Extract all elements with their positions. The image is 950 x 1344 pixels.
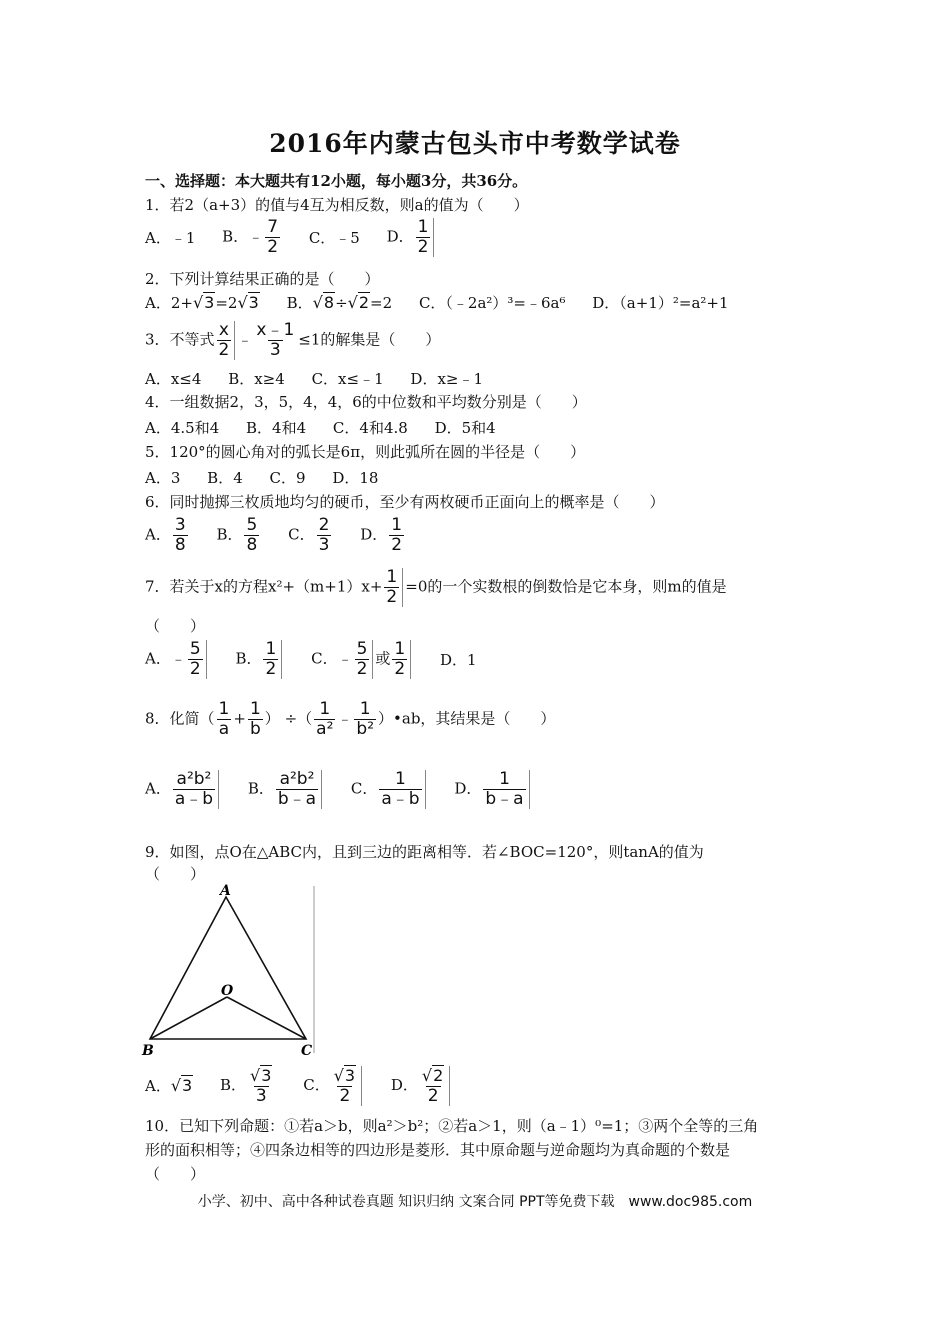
q3-options — [145, 367, 505, 390]
q9-option-d: D． $\frac{√2}{2}$ — [391, 1066, 452, 1106]
q3-option-b: B．x≥4 — [228, 370, 285, 388]
q4-option-d: D．5和4 — [434, 419, 496, 437]
q1-option-b: B．﹣ $\frac{7}{2}$ — [222, 217, 279, 257]
q6-options — [145, 516, 428, 555]
q4-option-c: C．4和4.8 — [332, 419, 408, 437]
q2-option-d: D．（a+1）²=a²+1 — [592, 294, 729, 312]
q5-option-a: A．3 — [145, 469, 181, 487]
q8-option-d: D． $\frac{1}{b﹣a}$ — [454, 770, 531, 809]
q7-option-b: B． $\frac{1}{2}$ — [235, 640, 284, 679]
q10-line-2: 形的面积相等；④四条边相等的四边形是菱形．其中原命题与逆命题均为真命题的个数是 — [145, 1141, 731, 1159]
q8-option-a: A． $\frac{\text{a²b²}}{a﹣b}$ — [145, 770, 221, 809]
q2-option-b: B．√8÷√2=2 — [286, 293, 393, 312]
page-title: 2016年内蒙古包头市中考数学试卷 — [269, 129, 681, 158]
label-c: C — [301, 1043, 313, 1059]
q2-option-a: A．2+√3=2√3 — [145, 293, 259, 312]
q1-option-d: D． $\frac{1}{2}$ — [387, 218, 437, 257]
q7-options — [145, 640, 499, 679]
label-o: O — [221, 983, 234, 999]
q9-paren: （ ） — [145, 865, 206, 883]
q9-stem: 9．如图，点O在△ABC内，且到三边的距离相等．若∠BOC=120°，则tanA的值为 — [145, 843, 704, 861]
q9-option-a: A．√3 — [145, 1076, 193, 1095]
q1-stem: 1．若2（a+3）的值与4互为相反数，则a的值为（ ） — [145, 196, 529, 214]
q4-options — [145, 416, 518, 439]
q9-option-b: B． $\frac{√3}{3}$ — [220, 1066, 272, 1106]
q7-option-d: D．1 — [440, 650, 477, 669]
q8-options — [145, 770, 554, 809]
q1-option-c: C．﹣5 — [308, 228, 360, 247]
label-a: A — [220, 883, 231, 899]
q7-option-a: A．﹣ $\frac{5}{2}$ — [145, 640, 209, 679]
q3-stem: 3．不等式 $\frac{x}{2}$ ﹣ $\frac{x﹣1}{3}$ ≤1的解集是（ ） — [145, 320, 441, 360]
q6-option-d: D． $\frac{1}{2}$ — [360, 515, 403, 555]
q5-option-b: B．4 — [207, 469, 243, 487]
triangle-figure — [140, 883, 320, 1061]
label-b: B — [142, 1043, 154, 1059]
q8-stem: 8．化简（ $\frac{1}{a}$ + $\frac{1}{b}$ ） ÷（ $\frac{1}{\text{a²}}$ ﹣ $\frac{1}{\text{b²}}$ ）•ab，其结果是（ ） — [145, 699, 556, 739]
q1-option-a: A．﹣1 — [145, 228, 196, 247]
q2-options — [145, 291, 751, 314]
q5-option-d: D．18 — [332, 469, 379, 487]
q4-stem: 4．一组数据2，3，5，4，4，6的中位数和平均数分别是（ ） — [145, 393, 587, 411]
q6-option-a: A． $\frac{3}{8}$ — [145, 515, 186, 555]
q1-options — [145, 218, 458, 257]
q4-option-a: A．4.5和4 — [145, 419, 220, 437]
q3-option-c: C．x≤﹣1 — [311, 370, 384, 388]
q9-options — [145, 1066, 474, 1106]
q2-option-c: C．（﹣2a²）³=﹣6a⁶ — [418, 294, 566, 312]
q5-stem: 5．120°的圆心角对的弧长是6π，则此弧所在圆的半径是（ ） — [145, 443, 586, 461]
q10-line-1: 10．已知下列命题：①若a＞b，则a²＞b²；②若a＞1，则（a﹣1）⁰=1；③两个全等的三角 — [145, 1117, 759, 1135]
section-heading: 一、选择题：本大题共有12小题，每小题3分，共36分。 — [145, 172, 528, 190]
page-footer: 小学、初中、高中各种试卷真题 知识归纳 文案合同 PPT等免费下载 www.doc985.com — [197, 1194, 753, 1210]
q2-stem: 2．下列计算结果正确的是（ ） — [145, 270, 380, 288]
q5-options — [145, 466, 400, 489]
q7-paren: （ ） — [145, 617, 206, 635]
q6-stem: 6．同时抛掷三枚质地均匀的硬币，至少有两枚硬币正面向上的概率是（ ） — [145, 493, 665, 511]
q7-option-c: C．﹣ $\frac{5}{2}$ 或 $\frac{1}{2}$ — [311, 640, 413, 679]
q8-option-b: B． $\frac{\text{a²b²}}{b﹣a}$ — [248, 770, 324, 809]
q9-option-c: C． $\frac{√3}{2}$ — [303, 1066, 364, 1106]
q7-stem: 7．若关于x的方程x²+（m+1）x+ $\frac{1}{2}$ =0的一个实数根的倒数恰是它本身，则m的值是 — [145, 567, 727, 607]
q5-option-c: C．9 — [269, 469, 306, 487]
q4-option-b: B．4和4 — [246, 419, 307, 437]
q8-option-c: C． $\frac{1}{a﹣b}$ — [351, 770, 428, 809]
triangle-abc — [150, 897, 306, 1039]
q10-line-3: （ ） — [145, 1165, 206, 1183]
q3-option-d: D．x≥﹣1 — [410, 370, 484, 388]
q6-option-b: B． $\frac{5}{8}$ — [216, 515, 258, 555]
q3-option-a: A．x≤4 — [145, 370, 202, 388]
q6-option-c: C． $\frac{2}{3}$ — [288, 515, 330, 555]
